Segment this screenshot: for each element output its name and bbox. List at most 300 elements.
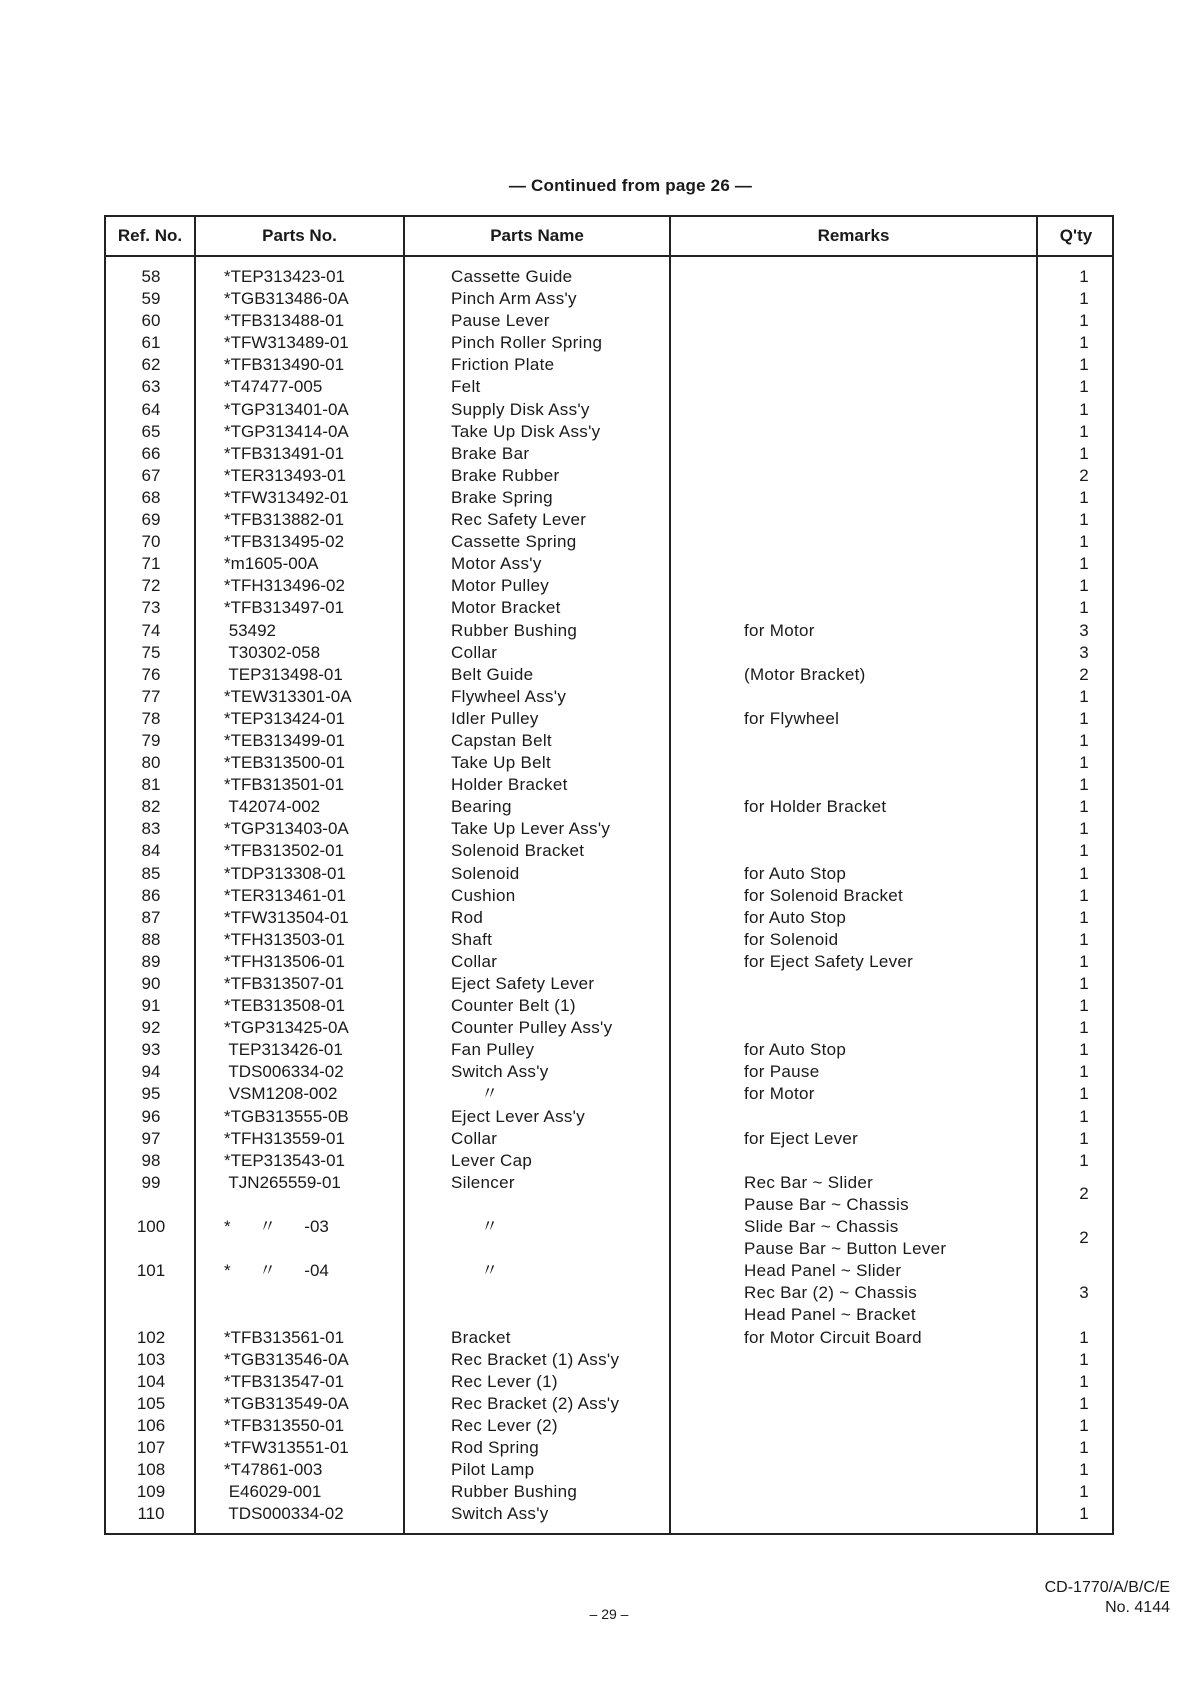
parts-name-cell: Rod [451, 907, 484, 927]
parts-no-cell: *TFB313497-01 [224, 598, 345, 618]
parts-name-cell: Lever Cap [451, 1150, 533, 1170]
qty-cell: 1 [1079, 863, 1089, 883]
parts-no-cell: *TFW313504-01 [224, 907, 349, 927]
ref-no-cell: 104 [136, 1371, 166, 1391]
parts-name-cell: Rod Spring [451, 1437, 540, 1457]
qty-cell: 1 [1079, 399, 1089, 419]
parts-name-cell: Rec Safety Lever [451, 510, 587, 530]
remarks-cell [744, 664, 866, 686]
ref-no-cell: 93 [141, 1040, 161, 1060]
header-parts-name: Parts Name [490, 226, 584, 245]
qty-cell: 1 [1079, 1128, 1089, 1148]
ref-no-cell: 59 [141, 289, 161, 309]
qty-cell: 1 [1079, 841, 1089, 861]
parts-name-cell: Cushion [451, 885, 516, 905]
ref-no-cell: 60 [141, 311, 161, 331]
parts-no-cell: *TFB313547-01 [224, 1371, 345, 1391]
remarks-line: for Holder Bracket [744, 797, 887, 817]
table-row [106, 1481, 1112, 1503]
remarks-cell [744, 1039, 846, 1061]
parts-name-cell: Collar [451, 642, 498, 662]
parts-name-cell: Holder Bracket [451, 775, 568, 795]
qty-cell: 1 [1079, 1393, 1089, 1413]
ref-no-cell: 83 [141, 819, 161, 839]
header-ref-no: Ref. No. [117, 226, 183, 245]
qty-cell: 1 [1079, 708, 1089, 728]
parts-no-cell: TJN265559-01 [224, 1172, 341, 1192]
qty-cell: 1 [1079, 929, 1089, 949]
parts-name-cell: Capstan Belt [451, 730, 552, 750]
parts-name-cell: Eject Lever Ass'y [451, 1106, 586, 1126]
parts-no-cell: TDS006334-02 [224, 1062, 344, 1082]
table-row [106, 266, 1112, 288]
parts-name-cell: Brake Spring [451, 487, 553, 507]
parts-no-cell: TDS000334-02 [224, 1504, 344, 1524]
parts-name-cell: Counter Belt (1) [451, 996, 576, 1016]
parts-name-cell: Rec Bracket (2) Ass'y [451, 1393, 620, 1413]
table-row [106, 1327, 1112, 1349]
ref-no-cell: 74 [141, 620, 161, 640]
continued-heading: — Continued from page 26 — [508, 176, 753, 195]
table-row [106, 863, 1112, 885]
qty-cell: 1 [1079, 996, 1089, 1016]
table-row [106, 575, 1112, 597]
parts-name-cell: Rubber Bushing [451, 1482, 578, 1502]
parts-name-cell: Belt Guide [451, 664, 534, 684]
qty-cell: 2 [1079, 664, 1089, 684]
ref-no-cell: 89 [141, 951, 161, 971]
remarks-line: Pause Bar ~ Chassis [744, 1194, 909, 1214]
parts-no-cell: *TGB313549-0A [224, 1393, 349, 1413]
parts-name-cell: 〃 [451, 1261, 499, 1281]
page-number: – 29 – [589, 1606, 629, 1622]
parts-name-cell: Collar [451, 951, 498, 971]
ref-no-cell: 85 [141, 863, 161, 883]
table-row [106, 1061, 1112, 1083]
parts-name-cell: Collar [451, 1128, 498, 1148]
remarks-cell [744, 1216, 946, 1260]
parts-no-cell: VSM1208-002 [224, 1084, 338, 1104]
qty-cell: 1 [1079, 421, 1089, 441]
qty-cell: 1 [1079, 1084, 1089, 1104]
parts-name-cell: Fan Pulley [451, 1040, 535, 1060]
table-row [106, 818, 1112, 840]
qty-cell: 1 [1079, 1349, 1089, 1369]
ref-no-cell: 78 [141, 708, 161, 728]
parts-name-cell: Rubber Bushing [451, 620, 578, 640]
parts-name-cell: Pinch Arm Ass'y [451, 289, 577, 309]
parts-no-cell: *TFW313489-01 [224, 333, 349, 353]
ref-no-cell: 72 [141, 576, 161, 596]
parts-no-cell: *TFB313561-01 [224, 1327, 345, 1347]
ref-no-cell: 68 [141, 487, 161, 507]
qty-cell: 1 [1079, 1460, 1089, 1480]
table-row [106, 1216, 1112, 1260]
parts-no-cell: *TGP313403-0A [224, 819, 349, 839]
qty-cell: 1 [1079, 1018, 1089, 1038]
parts-no-cell: *TFW313492-01 [224, 487, 349, 507]
parts-name-cell: Rec Lever (2) [451, 1415, 558, 1435]
table-row [106, 531, 1112, 553]
parts-no-cell: * 〃 -04 [224, 1261, 329, 1281]
parts-no-cell: *TGP313401-0A [224, 399, 349, 419]
qty-cell: 1 [1079, 576, 1089, 596]
table-row [106, 1260, 1112, 1326]
table-row [106, 399, 1112, 421]
parts-no-cell: TEP313426-01 [224, 1040, 343, 1060]
ref-no-cell: 63 [141, 377, 161, 397]
parts-name-cell: Shaft [451, 929, 493, 949]
parts-no-cell: *TFB313507-01 [224, 974, 345, 993]
parts-name-cell: Take Up Lever Ass'y [451, 819, 611, 839]
table-row [106, 730, 1112, 752]
ref-no-cell: 69 [141, 510, 161, 530]
parts-no-cell: *TEP313423-01 [224, 267, 345, 286]
qty-cell: 1 [1079, 333, 1089, 353]
table-row [106, 708, 1112, 730]
parts-name-cell: Flywheel Ass'y [451, 686, 567, 706]
remarks-line: for Motor [744, 1084, 815, 1104]
table-row [106, 376, 1112, 398]
table-row [106, 1349, 1112, 1371]
ref-no-cell: 76 [141, 664, 161, 684]
parts-name-cell: Solenoid Bracket [451, 841, 585, 861]
ref-no-cell: 66 [141, 443, 161, 463]
parts-name-cell: Solenoid [451, 863, 520, 883]
remarks-line: for Pause [744, 1062, 820, 1082]
ref-no-cell: 99 [141, 1172, 161, 1192]
parts-no-cell: *TEP313543-01 [224, 1150, 345, 1170]
qty-cell: 3 [1079, 642, 1089, 662]
ref-no-cell: 98 [141, 1150, 161, 1170]
parts-no-cell: *TEB313499-01 [224, 730, 345, 750]
parts-name-cell: Cassette Spring [451, 532, 577, 552]
parts-name-cell: Brake Bar [451, 443, 530, 463]
qty-cell: 1 [1079, 510, 1089, 530]
parts-name-cell: Counter Pulley Ass'y [451, 1018, 613, 1038]
remarks-line: Pause Bar ~ Button Lever [744, 1239, 947, 1259]
table-row [106, 1128, 1112, 1150]
table-row [106, 686, 1112, 708]
parts-no-cell: *TER313493-01 [224, 465, 346, 485]
remarks-cell [744, 929, 838, 951]
table-row [106, 443, 1112, 465]
ref-no-cell: 82 [141, 797, 161, 817]
remarks-cell [744, 708, 839, 730]
remarks-line: for Auto Stop [744, 863, 847, 883]
remarks-cell [744, 796, 886, 818]
parts-no-cell: *TFB313488-01 [224, 311, 345, 331]
parts-no-cell: *TFB313490-01 [224, 355, 345, 375]
ref-no-cell: 80 [141, 753, 161, 773]
parts-name-cell: Take Up Disk Ass'y [451, 421, 601, 441]
parts-name-cell: Motor Pulley [451, 576, 550, 596]
parts-no-cell: * 〃 -03 [224, 1217, 329, 1237]
table-row [106, 1150, 1112, 1172]
qty-cell: 1 [1079, 443, 1089, 463]
parts-no-cell: *TGB313546-0A [224, 1349, 349, 1369]
table-row [106, 597, 1112, 619]
ref-no-cell: 75 [141, 642, 161, 662]
table-body [106, 266, 1112, 1525]
remarks-line: Rec Bar (2) ~ Chassis [744, 1283, 918, 1303]
qty-cell: 1 [1079, 355, 1089, 375]
table-row [106, 509, 1112, 531]
ref-no-cell: 103 [136, 1349, 166, 1369]
remarks-cell [744, 863, 846, 885]
qty-cell: 1 [1079, 907, 1089, 927]
parts-no-cell: *TEW313301-0A [224, 686, 352, 706]
ref-no-cell: 97 [141, 1128, 161, 1148]
table-row [106, 929, 1112, 951]
ref-no-cell: 109 [136, 1482, 166, 1502]
table-row [106, 1083, 1112, 1105]
qty-cell: 1 [1079, 1106, 1089, 1126]
ref-no-cell: 67 [141, 465, 161, 485]
table-row [106, 1503, 1112, 1525]
table-row [106, 1393, 1112, 1415]
qty-cell: 1 [1079, 598, 1089, 618]
parts-no-cell: *TFB313882-01 [224, 510, 345, 530]
remarks-cell [744, 885, 903, 907]
remarks-line: Rec Bar ~ Slider [744, 1172, 874, 1192]
remarks-line: for Motor Circuit Board [744, 1327, 922, 1347]
parts-no-cell: *TFB313550-01 [224, 1415, 345, 1435]
header-remarks: Remarks [817, 226, 890, 245]
parts-no-cell: *TEB313508-01 [224, 996, 345, 1016]
parts-no-cell: *TGB313555-0B [224, 1106, 349, 1126]
parts-name-cell: Bearing [451, 797, 512, 817]
model-number: CD-1770/A/B/C/E [1044, 1579, 1170, 1596]
qty-cell: 1 [1079, 753, 1089, 773]
parts-no-cell: *TFB313491-01 [224, 443, 345, 463]
qty-cell: 1 [1079, 1040, 1089, 1060]
parts-name-cell: Brake Rubber [451, 465, 560, 485]
table-row [106, 951, 1112, 973]
remarks-line: for Solenoid [744, 929, 839, 949]
parts-name-cell: Motor Ass'y [451, 554, 542, 574]
parts-no-cell: *TER313461-01 [224, 885, 346, 905]
ref-no-cell: 64 [141, 399, 161, 419]
qty-cell: 1 [1079, 951, 1089, 971]
header-parts-no: Parts No. [262, 226, 337, 245]
table-row [106, 885, 1112, 907]
remarks-line: Head Panel ~ Slider [744, 1261, 902, 1281]
parts-no-cell: *TEP313424-01 [224, 708, 345, 728]
qty-cell: 1 [1079, 377, 1089, 397]
table-row [106, 288, 1112, 310]
table-row [106, 1415, 1112, 1437]
table-row [106, 465, 1112, 487]
parts-name-cell: Supply Disk Ass'y [451, 399, 590, 419]
ref-no-cell: 102 [136, 1327, 166, 1347]
qty-cell: 1 [1079, 797, 1089, 817]
table-row [106, 1437, 1112, 1459]
ref-no-cell: 100 [136, 1217, 166, 1237]
remarks-cell [744, 907, 846, 929]
qty-cell: 3 [1079, 1283, 1089, 1303]
table-row [106, 664, 1112, 686]
parts-name-cell: Switch Ass'y [451, 1062, 549, 1082]
parts-no-cell: *TEB313500-01 [224, 753, 345, 773]
ref-no-cell: 106 [136, 1415, 166, 1435]
ref-no-cell: 87 [141, 907, 161, 927]
ref-no-cell: 84 [141, 841, 161, 861]
table-row [106, 752, 1112, 774]
parts-no-cell: T42074-002 [224, 797, 321, 817]
table-row [106, 421, 1112, 443]
parts-name-cell: Friction Plate [451, 355, 555, 375]
qty-cell: 3 [1079, 620, 1089, 640]
ref-no-cell: 79 [141, 730, 161, 750]
table-row [106, 907, 1112, 929]
parts-no-cell: *TFB313501-01 [224, 775, 345, 795]
parts-name-cell: Eject Safety Lever [451, 974, 595, 993]
header-rule [106, 255, 1112, 257]
table-row [106, 553, 1112, 575]
qty-cell: 1 [1079, 885, 1089, 905]
remarks-cell [744, 951, 913, 973]
qty-cell: 1 [1079, 1327, 1089, 1347]
ref-no-cell: 95 [141, 1084, 161, 1104]
parts-no-cell: *TGP313414-0A [224, 421, 349, 441]
table-row [106, 487, 1112, 509]
table-row [106, 995, 1112, 1017]
parts-no-cell: *T47477-005 [224, 377, 323, 397]
ref-no-cell: 105 [136, 1393, 166, 1413]
remarks-line: for Solenoid Bracket [744, 885, 904, 905]
parts-name-cell: Motor Bracket [451, 598, 561, 618]
parts-name-cell: 〃 [451, 1084, 499, 1104]
remarks-line: for Auto Stop [744, 907, 847, 927]
ref-no-cell: 107 [136, 1437, 166, 1457]
parts-no-cell: *TFH313559-01 [224, 1128, 345, 1148]
parts-name-cell: Bracket [451, 1327, 511, 1347]
table-row [106, 310, 1112, 332]
remarks-line: Head Panel ~ Bracket [744, 1305, 916, 1325]
qty-cell: 1 [1079, 1437, 1089, 1457]
remarks-line: for Flywheel [744, 708, 840, 728]
qty-cell: 1 [1079, 1482, 1089, 1502]
table-row [106, 1459, 1112, 1481]
parts-no-cell: *T47861-003 [224, 1460, 323, 1480]
table-row [106, 774, 1112, 796]
table-row [106, 1172, 1112, 1216]
ref-no-cell: 71 [141, 554, 161, 574]
remarks-cell [744, 1172, 909, 1216]
parts-no-cell: *TFB313502-01 [224, 841, 345, 861]
ref-no-cell: 110 [137, 1504, 165, 1524]
parts-name-cell: 〃 [451, 1217, 499, 1237]
remarks-cell [744, 1061, 819, 1083]
qty-cell: 1 [1079, 1415, 1089, 1435]
ref-no-cell: 86 [141, 885, 161, 905]
remarks-line: (Motor Bracket) [744, 664, 866, 684]
remarks-line: for Eject Lever [744, 1128, 859, 1148]
ref-no-cell: 101 [136, 1261, 166, 1281]
ref-no-cell: 77 [141, 686, 161, 706]
table-row [106, 1106, 1112, 1128]
parts-no-cell: *TDP313308-01 [224, 863, 346, 883]
qty-cell: 2 [1079, 465, 1089, 485]
qty-cell: 1 [1079, 775, 1089, 795]
ref-no-cell: 96 [141, 1106, 161, 1126]
remarks-cell [744, 1327, 922, 1349]
parts-name-cell: Pinch Roller Spring [451, 333, 603, 353]
parts-no-cell: *m1605-00A [224, 554, 319, 574]
parts-no-cell: E46029-001 [224, 1482, 322, 1502]
remarks-cell [744, 1260, 917, 1326]
parts-name-cell: Silencer [451, 1172, 515, 1192]
parts-name-cell: Rec Bracket (1) Ass'y [451, 1349, 620, 1369]
table-row [106, 840, 1112, 862]
table-row [106, 354, 1112, 376]
parts-no-cell: *TFH313506-01 [224, 951, 345, 971]
table-row [106, 642, 1112, 664]
qty-cell: 1 [1079, 1062, 1089, 1082]
remarks-cell [744, 1083, 815, 1105]
ref-no-cell: 73 [141, 598, 161, 618]
parts-name-cell: Idler Pulley [451, 708, 539, 728]
ref-no-cell: 62 [141, 355, 161, 375]
parts-name-cell: Switch Ass'y [451, 1504, 549, 1524]
parts-no-cell: *TFH313503-01 [224, 929, 345, 949]
parts-name-cell: Rec Lever (1) [451, 1371, 558, 1391]
parts-no-cell: *TFW313551-01 [224, 1437, 349, 1457]
parts-name-cell: Pilot Lamp [451, 1460, 535, 1480]
qty-cell: 1 [1079, 532, 1089, 552]
remarks-line: for Eject Safety Lever [744, 951, 914, 971]
table-row [106, 796, 1112, 818]
table-row [106, 1017, 1112, 1039]
remarks-line: for Motor [744, 620, 815, 640]
ref-no-cell: 81 [141, 775, 161, 795]
parts-name-cell: Take Up Belt [451, 753, 551, 773]
remarks-cell [744, 620, 815, 642]
qty-cell: 2 [1079, 1228, 1089, 1248]
ref-no-cell: 58 [141, 267, 161, 286]
ref-no-cell: 94 [141, 1062, 161, 1082]
table-row [106, 1039, 1112, 1061]
ref-no-cell: 92 [141, 1018, 161, 1038]
qty-cell: 1 [1079, 974, 1089, 993]
header-qty: Q'ty [1059, 226, 1093, 245]
parts-no-cell: 53492 [224, 620, 276, 640]
parts-name-cell: Felt [451, 377, 481, 397]
ref-no-cell: 90 [141, 974, 161, 993]
qty-cell: 1 [1079, 487, 1089, 507]
parts-name-cell: Pause Lever [451, 311, 550, 331]
table-row [106, 1371, 1112, 1393]
remarks-line: Slide Bar ~ Chassis [744, 1217, 899, 1237]
ref-no-cell: 88 [141, 929, 161, 949]
qty-cell: 1 [1079, 554, 1089, 574]
table-row [106, 973, 1112, 995]
qty-cell: 1 [1079, 289, 1089, 309]
ref-no-cell: 91 [141, 996, 161, 1016]
ref-no-cell: 65 [141, 421, 161, 441]
parts-no-cell: *TFB313495-02 [224, 532, 345, 552]
qty-cell: 2 [1079, 1183, 1089, 1203]
remarks-line: for Auto Stop [744, 1040, 847, 1060]
qty-cell: 1 [1079, 686, 1089, 706]
parts-no-cell: *TGB313486-0A [224, 289, 349, 309]
document-number: No. 4144 [1105, 1599, 1170, 1616]
qty-cell: 1 [1079, 1504, 1089, 1524]
parts-name-cell: Cassette Guide [451, 267, 573, 286]
ref-no-cell: 61 [141, 333, 161, 353]
table-row [106, 620, 1112, 642]
